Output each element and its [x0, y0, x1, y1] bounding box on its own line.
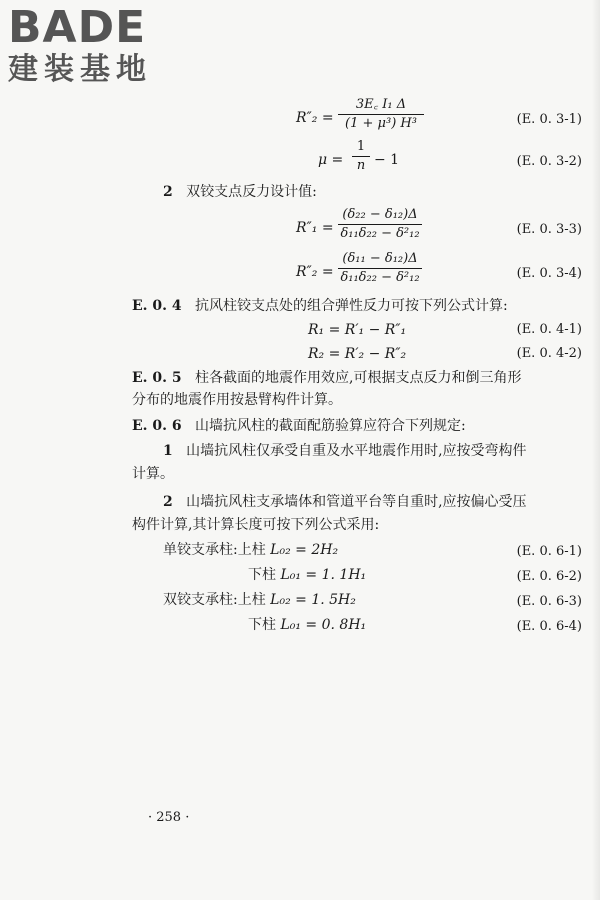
eq-e032-fraction [352, 139, 370, 174]
fraction-bar [352, 156, 370, 157]
eq-e041-expr: R₁ = R′₁ − R″₁ [308, 322, 407, 338]
eq-e042-expr: R₂ = R′₂ − R″₂ [308, 346, 407, 362]
eq-e062-row [248, 565, 366, 585]
clause-text-line1: 柱各截面的地震作用效应,可根据支点反力和倒三角形 [195, 370, 522, 386]
logo-chinese-text: 建装基地 [8, 52, 152, 87]
eq-e063-number: (E. 0. 6-3) [516, 594, 582, 609]
eq-e031-lhs: R″₂ = [296, 110, 334, 126]
eq-e061-label: 单铰支承柱:上柱 [163, 542, 266, 558]
eq-e033-denominator: δ₁₁δ₂₂ − δ²₁₂ [340, 226, 420, 241]
e06-item2 [163, 492, 527, 512]
eq-e042-number: (E. 0. 4-2) [516, 346, 582, 361]
clause-e05 [132, 368, 521, 388]
clause-text: 山墙抗风柱的截面配筋验算应符合下列规定: [195, 418, 466, 434]
bade-logo [8, 4, 178, 94]
fraction-bar [338, 114, 424, 115]
eq-e033-lhs: R″₁ = [296, 220, 334, 236]
eq-e041-number: (E. 0. 4-1) [516, 322, 582, 337]
fraction-bar [338, 268, 422, 269]
item-text: 双铰支点反力设计值: [186, 184, 317, 200]
eq-e032-lhs: μ = [318, 152, 344, 168]
item2-hinge-line [163, 182, 317, 202]
eq-e064-label: 下柱 [248, 617, 276, 633]
eq-e032-denominator: n [356, 158, 366, 173]
e06-item2-line2: 构件计算,其计算长度可按下列公式采用: [132, 517, 380, 533]
eq-e063-expr: L₀₂ = 1. 5H₂ [270, 592, 356, 608]
eq-e063-label: 双铰支承柱:上柱 [163, 592, 266, 608]
eq-e061-number: (E. 0. 6-1) [516, 544, 582, 559]
eq-e064-row [248, 615, 366, 635]
eq-e031-denominator: (1 + μ³) H³ [345, 116, 417, 131]
e06-item1-line2: 计算。 [132, 466, 174, 482]
eq-e032-number: (E. 0. 3-2) [516, 154, 582, 169]
e06-item1 [163, 441, 527, 461]
eq-e032-numerator: 1 [356, 139, 366, 154]
eq-e034-lhs: R″₂ = [296, 264, 334, 280]
item-text-line1: 山墙抗风柱仅承受自重及水平地震作用时,应按受弯构件 [186, 443, 527, 459]
clause-number: E. 0. 4 [132, 298, 182, 314]
eq-e062-label: 下柱 [248, 567, 276, 583]
eq-e034-numerator: (δ₁₁ − δ₁₂)Δ [342, 251, 418, 266]
clause-e06 [132, 416, 466, 436]
eq-e062-expr: L₀₁ = 1. 1H₁ [280, 567, 367, 583]
page-number: · 258 · [148, 810, 190, 825]
page-edge-shadow [592, 0, 600, 900]
eq-e031-fraction [338, 97, 424, 132]
eq-e033-fraction [338, 207, 422, 242]
clause-number: E. 0. 6 [132, 418, 182, 434]
clause-text: 抗风柱铰支点处的组合弹性反力可按下列公式计算: [195, 298, 508, 314]
eq-e032-rhs: − 1 [374, 152, 400, 168]
eq-e063-row [163, 590, 356, 610]
clause-number: E. 0. 5 [132, 370, 182, 386]
eq-e031-numerator: 3E꜀ I₁ Δ [355, 97, 407, 112]
eq-e062-number: (E. 0. 6-2) [516, 569, 582, 584]
item-number: 2 [163, 184, 173, 200]
clause-e05-line2: 分布的地震作用按悬臂构件计算。 [132, 392, 342, 408]
eq-e064-expr: L₀₁ = 0. 8H₁ [280, 617, 367, 633]
eq-e061-expr: L₀₂ = 2H₂ [270, 542, 339, 558]
item-text-line1: 山墙抗风柱支承墙体和管道平台等自重时,应按偏心受压 [186, 494, 527, 510]
fraction-bar [338, 224, 422, 225]
eq-e031-number: (E. 0. 3-1) [516, 112, 582, 127]
logo-latin-text: BADE [8, 2, 147, 53]
eq-e034-fraction [338, 251, 422, 286]
eq-e033-numerator: (δ₂₂ − δ₁₂)Δ [342, 207, 418, 222]
item-number: 2 [163, 494, 173, 510]
eq-e034-denominator: δ₁₁δ₂₂ − δ²₁₂ [340, 270, 420, 285]
eq-e034-number: (E. 0. 3-4) [516, 266, 582, 281]
eq-e064-number: (E. 0. 6-4) [516, 619, 582, 634]
eq-e033-number: (E. 0. 3-3) [516, 222, 582, 237]
eq-e061-row [163, 540, 338, 560]
item-number: 1 [163, 443, 173, 459]
clause-e04 [132, 296, 508, 316]
